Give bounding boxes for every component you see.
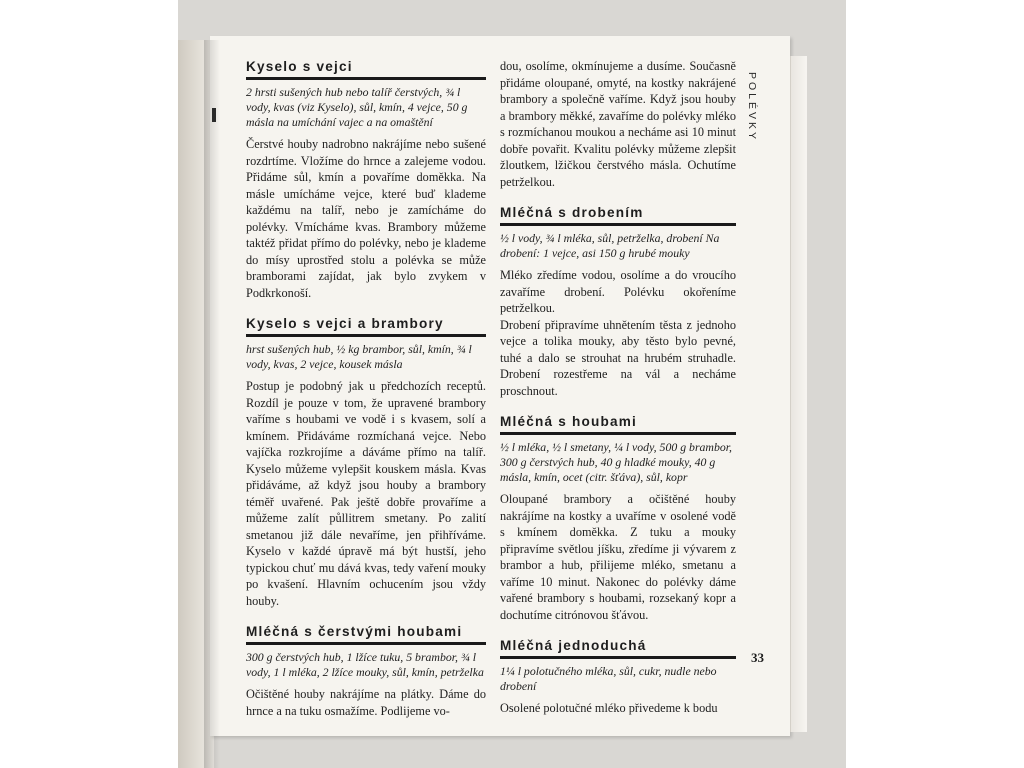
recipe-continuation: dou, osolíme, okmínujeme a dusíme. Současně přidáme oloupané, omyté, na kostky nakrájené brambory a společně vaříme. Když jsou houby a brambory měkké, zavaříme do polévky mléko s rozmíchanou moukou a necháme asi 10 minut dobře povařit. Kvalitu polévky můžeme zlepšit žloutkem, lžičkou čerstvého másla. Ochutíme petrželkou. (500, 59, 736, 189)
recipe-instructions: Oloupané brambory a očištěné houby nakrájíme na kostky a uvaříme v osolené vodě s kmínem doměkka. Z tuku a mouky připravíme světlou jíšku, zředíme ji vývarem z brambor a hub, přilijeme mléko, smetanu a vaříme 10 minut. Nakonec do polévky dáme vařené brambory s houbami, rozsekaný kopr a dochutíme citrónovou šťávou. (500, 492, 736, 622)
recipe-title: Mléčná s čerstvými houbami (246, 623, 486, 645)
recipe-mlecna-s-cerstvymi-houbami (246, 623, 486, 719)
recipe-ingredients: hrst sušených hub, ½ kg brambor, sůl, kmín, ¾ l vody, kvas, 2 vejce, kousek másla (246, 342, 472, 371)
recipe-ingredients: ½ l mléka, ½ l smetany, ¼ l vody, 500 g brambor, 300 g čerstvých hub, 40 g hladké mouky, 40 g másla, kmín, ocet (citr. šťáva), sůl, kopr (500, 440, 732, 484)
left-column (246, 58, 486, 719)
recipe-ingredients: 300 g čerstvých hub, 1 lžíce tuku, 5 brambor, ¾ l vody, 1 l mléka, 2 lžíce mouky, sůl, kmín, petrželka (246, 650, 484, 679)
spine-shadow (204, 40, 220, 768)
section-spacer (500, 190, 736, 204)
section-spacer (500, 399, 736, 413)
section-spacer (500, 623, 736, 637)
recipe-ingredients: 2 hrsti sušených hub nebo talíř čerstvých, ¾ l vody, kvas (viz Kyselo), sůl, kmín, 4 vejce, 50 g másla na umíchání vajec a na omaštění (246, 85, 468, 129)
recipe-instructions: Očištěné houby nakrájíme na plátky. Dáme do hrnce a na tuku osmažíme. Podlijeme vo- (246, 687, 486, 718)
recipe-title: Kyselo s vejci (246, 58, 486, 80)
recipe-ingredients: 1¼ l polotučného mléka, sůl, cukr, nudle nebo drobení (500, 664, 717, 693)
section-spacer (246, 301, 486, 315)
section-spacer (246, 609, 486, 623)
running-head: POLÉVKY (746, 72, 758, 143)
recipe-ingredients: ½ l vody, ¾ l mléka, sůl, petrželka, drobení Na drobení: 1 vejce, asi 150 g hrubé mouky (500, 231, 720, 260)
recipe-instructions: Mléko zředíme vodou, osolíme a do vroucího zavaříme drobení. Polévku okořeníme petrželkou. (500, 268, 736, 315)
recipe-mlecna-s-houbami (500, 413, 736, 623)
recipe-instructions: Postup je podobný jak u předchozích receptů. Rozdíl je pouze v tom, že upravené brambory vaříme s houbami ve vodě i s kvasem, solí a kmínem. Přidáváme rozmíchaná vejce. Nebo vajíčka rozkrojíme a dáváme přímo na talíř. Kyselo můžeme vylepšit kouskem másla. Kvas přidáváme, až když jsou houby a brambory téměř uvařené. Pak ještě dobře provaříme a můžeme zalít půllitrem smetany. Po zalití smetanou již dále nevaříme, jen přihříváme. Kyselo v každé úpravě má být hustší, jeho typickou chuť mu dává kvas, tedy vaření mouky po kvašení. Hlavním ochucením jsou vždy houby. (246, 379, 486, 608)
recipe-mlecna-jednoducha (500, 637, 736, 717)
recipe-title: Mléčná s drobením (500, 204, 736, 226)
recipe-kyselo-s-vejci-a-brambory (246, 315, 486, 609)
binding-mark (212, 108, 216, 122)
recipe-title: Mléčná jednoduchá (500, 637, 736, 659)
recipe-title: Kyselo s vejci a brambory (246, 315, 486, 337)
recipe-instructions: Drobení připravíme uhnětením těsta z jednoho vejce a tolika mouky, aby těsto bylo pevné, tuhé a dalo se strouhat na hrubém struhadle. Drobení rozestřeme na vál a necháme proschnout. (500, 317, 736, 398)
right-column (500, 58, 736, 717)
recipe-kyselo-s-vejci (246, 58, 486, 301)
page-number: 33 (751, 650, 764, 665)
recipe-instructions: Osolené polotučné mléko přivedeme k bodu (500, 701, 718, 715)
recipe-instructions: Čerstvé houby nadrobno nakrájíme nebo sušené rozdrtíme. Vložíme do hrnce a zalejeme vodou. Přidáme sůl, kmín a povaříme doměkka. Na másle umícháme vejce, které buď klademe každému na talíř, nebo je zamícháme do polévky. Vmícháme kvas. Brambory můžeme taktéž přidat přímo do polévky, nebo je klademe do mísy uprostřed stolu a polévka se může bramborami zajídat, jak bylo zvykem v Podkrkonoší. (246, 137, 486, 300)
recipe-mlecna-s-drobenim (500, 204, 736, 399)
recipe-title: Mléčná s houbami (500, 413, 736, 435)
page-stack-edge (790, 56, 807, 732)
